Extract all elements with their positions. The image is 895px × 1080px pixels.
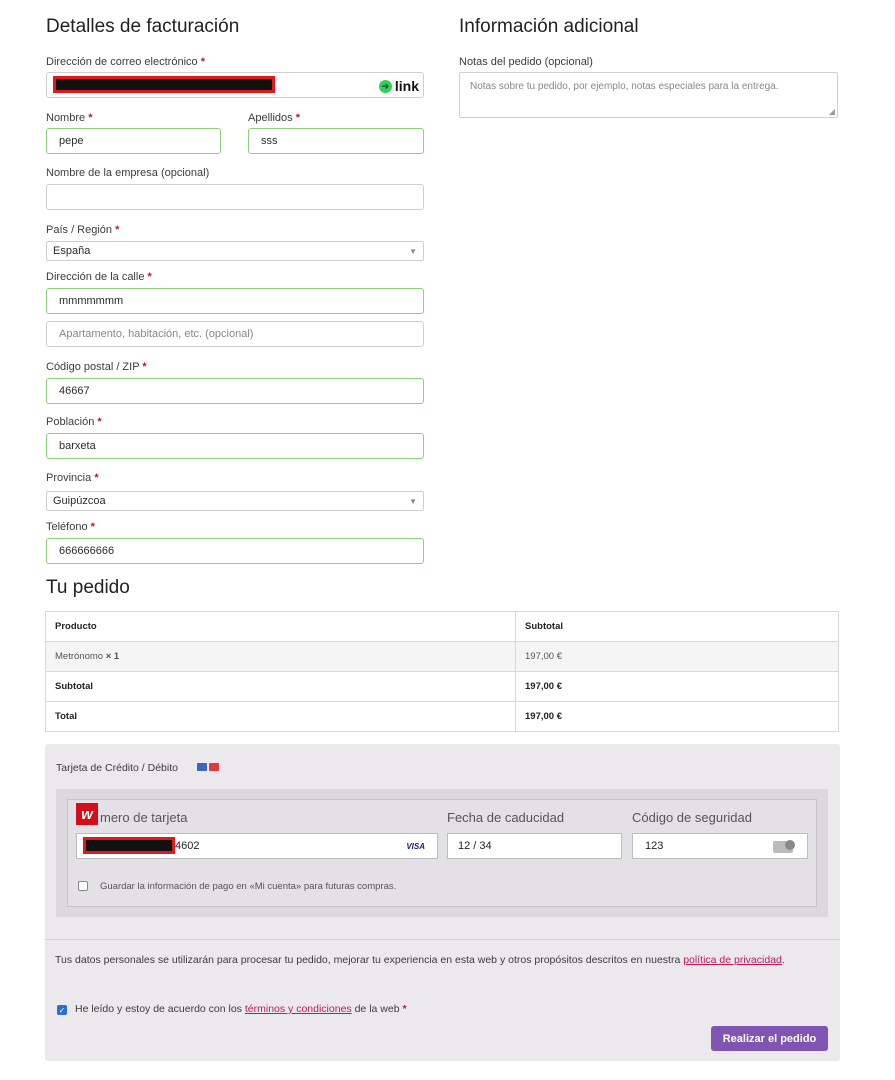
link-arrow-icon: ➜ bbox=[379, 80, 392, 93]
street2-field[interactable]: Apartamento, habitación, etc. (opcional) bbox=[46, 321, 424, 347]
first-name-label: Nombre * bbox=[46, 112, 93, 124]
col-subtotal: Subtotal bbox=[516, 612, 839, 642]
city-field[interactable]: barxeta bbox=[46, 433, 424, 459]
terms-label: He leído y estoy de acuerdo con los términos y condiciones de la web * bbox=[75, 1003, 407, 1015]
billing-title: Detalles de facturación bbox=[46, 16, 240, 37]
table-row bbox=[46, 642, 839, 672]
first-name-field[interactable]: pepe bbox=[46, 128, 221, 154]
link-badge[interactable]: ➜ link bbox=[379, 78, 419, 94]
payment-method-label[interactable]: Tarjeta de Crédito / Débito bbox=[56, 762, 178, 774]
order-title: Tu pedido bbox=[46, 577, 130, 598]
col-product: Producto bbox=[46, 612, 516, 642]
order-notes-textarea[interactable]: Notas sobre tu pedido, por ejemplo, notas especiales para la entrega. ◢ bbox=[459, 72, 838, 118]
expiry-field[interactable]: 12 / 34 bbox=[447, 833, 622, 859]
visa-icon: VISA bbox=[406, 842, 425, 851]
subtotal-value: 197,00 € bbox=[516, 672, 839, 702]
additional-title: Información adicional bbox=[459, 16, 639, 37]
cvc-card-icon bbox=[773, 841, 793, 853]
privacy-notice: Tus datos personales se utilizarán para procesar tu pedido, mejorar tu experiencia en esta web y otros propósitos descritos en nuestra política de privacidad. bbox=[55, 954, 785, 966]
table-row bbox=[46, 612, 839, 642]
terms-link[interactable]: términos y condiciones bbox=[244, 1003, 352, 1015]
resize-grip-icon[interactable]: ◢ bbox=[828, 107, 835, 116]
chevron-down-icon: ▼ bbox=[409, 496, 417, 506]
company-field[interactable] bbox=[46, 184, 424, 210]
order-table bbox=[45, 611, 839, 732]
postcode-label: Código postal / ZIP * bbox=[46, 361, 147, 373]
country-select[interactable]: España ▼ bbox=[46, 241, 424, 261]
notes-label: Notas del pedido (opcional) bbox=[459, 56, 593, 68]
table-row bbox=[46, 702, 839, 732]
cvc-field[interactable]: 123 bbox=[632, 833, 808, 859]
divider bbox=[45, 939, 840, 940]
save-card-checkbox[interactable] bbox=[78, 881, 88, 891]
city-label: Población * bbox=[46, 416, 102, 428]
phone-label: Teléfono * bbox=[46, 521, 95, 533]
last-name-field[interactable]: sss bbox=[248, 128, 424, 154]
postcode-field[interactable]: 46667 bbox=[46, 378, 424, 404]
street-label: Dirección de la calle * bbox=[46, 271, 152, 283]
brand-logo-icon: w bbox=[76, 803, 98, 825]
street-field[interactable]: mmmmmmm bbox=[46, 288, 424, 314]
redacted-email bbox=[53, 76, 275, 93]
phone-field[interactable]: 666666666 bbox=[46, 538, 424, 564]
item-cell: Metrónomo × 1 bbox=[46, 642, 516, 672]
redacted-card-number bbox=[83, 837, 175, 854]
card-number-field[interactable]: 4602 VISA bbox=[76, 833, 438, 859]
email-label: Dirección de correo electrónico * bbox=[46, 56, 205, 68]
total-label: Total bbox=[46, 702, 516, 732]
item-price: 197,00 € bbox=[516, 642, 839, 672]
cvc-label: Código de seguridad bbox=[632, 810, 752, 825]
country-label: País / Región * bbox=[46, 224, 120, 236]
last-name-label: Apellidos * bbox=[248, 112, 300, 124]
company-label: Nombre de la empresa (opcional) bbox=[46, 167, 210, 179]
total-value: 197,00 € bbox=[516, 702, 839, 732]
place-order-button[interactable]: Realizar el pedido bbox=[711, 1026, 828, 1051]
province-select[interactable]: Guipúzcoa ▼ bbox=[46, 491, 424, 511]
email-field[interactable] bbox=[46, 72, 424, 98]
subtotal-label: Subtotal bbox=[46, 672, 516, 702]
privacy-policy-link[interactable]: política de privacidad bbox=[683, 954, 782, 966]
save-card-label: Guardar la información de pago en «Mi cuenta» para futuras compras. bbox=[100, 881, 397, 892]
card-number-label: mero de tarjeta bbox=[100, 810, 188, 825]
table-row bbox=[46, 672, 839, 702]
chevron-down-icon: ▼ bbox=[409, 246, 417, 256]
province-label: Provincia * bbox=[46, 472, 99, 484]
card-logos-icon bbox=[197, 763, 219, 771]
terms-checkbox[interactable]: ✓ bbox=[58, 1005, 66, 1015]
expiry-label: Fecha de caducidad bbox=[447, 810, 565, 825]
